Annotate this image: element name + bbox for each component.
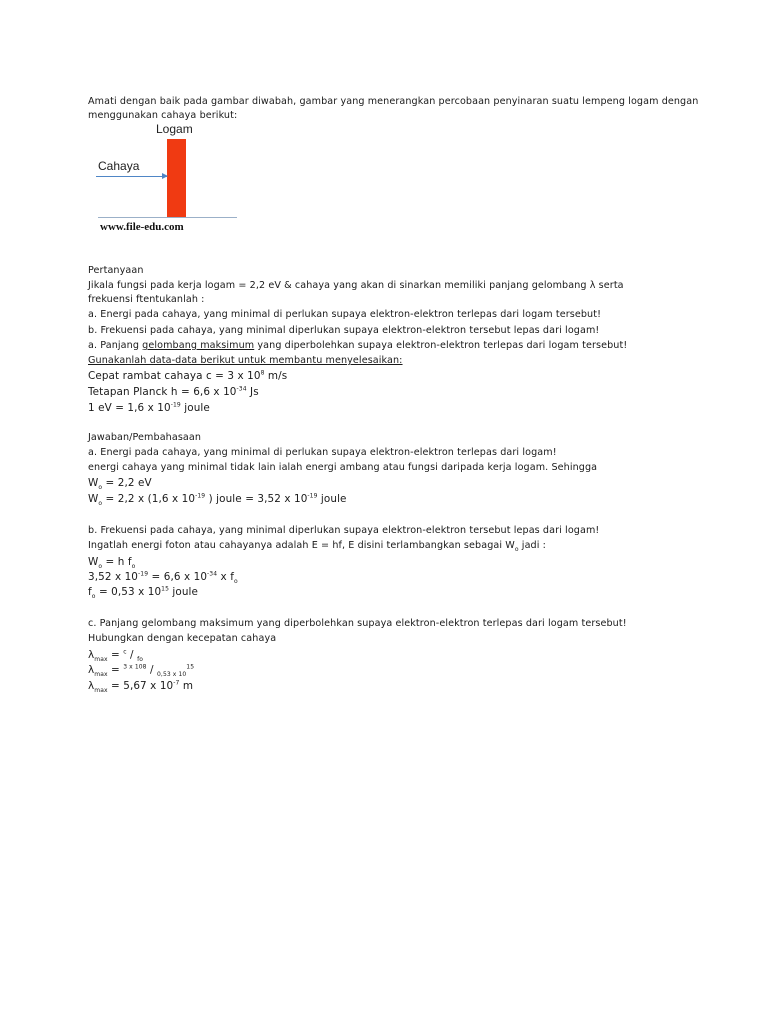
equation-text: x f [217,571,234,583]
data-planck-constant [88,386,259,398]
answer-heading: Jawaban/Pembahasaan [88,432,202,443]
max-subscript: max [94,671,108,679]
answer-c-question: c. Panjang gelombang maksimum yang diperbolehkan supaya elektron-elektron terlepas dari logam tersebut! [88,618,627,629]
frequency-subscript: o [233,578,238,586]
unit-text: joule [317,493,347,505]
watermark-text: www.file-edu.com [100,221,184,233]
question-b: b. Frekuensi pada cahaya, yang minimal diperlukan supaya elektron-elektron tersebut lepas dari logam! [88,325,600,336]
work-value: = 2,2 eV [102,477,152,489]
equation-text: = h f [102,556,132,568]
work-symbol: W [88,556,99,568]
question-a: a. Energi pada cahaya, yang minimal di perlukan supaya elektron-elektron terlepas dari logam tersebut! [88,309,602,320]
exponent: -19 [307,492,318,500]
lambda-symbol: λ [88,664,95,676]
answer-a-line-1: energi cahaya yang minimal tidak lain ialah energi ambang atau fungsi daripada kerja logam. Sehingga [88,462,598,473]
work-subscript: o [98,484,103,492]
cahaya-label: Cahaya [98,159,140,173]
question-c-pre: a. Panjang [88,340,143,351]
equation-text: = [107,649,124,661]
denominator: 0,53 x 10 [157,671,187,679]
numerator: 3 x 108 [123,663,147,671]
question-line-2: frekuensi ftentukanlah : [88,294,205,305]
planck-unit: Js [246,386,259,398]
ev-text: 1 eV = 1,6 x 10 [88,402,171,414]
fraction-slash: / [126,649,138,661]
data-electron-volt [88,402,210,414]
question-c-underlined: gelombang maksimum [142,340,255,351]
speed-unit: m/s [264,370,288,382]
equation-text: = 6,6 x 10 [148,571,208,583]
light-arrow-shaft [96,176,167,177]
work-symbol: W [88,477,99,489]
answer-b-line-4 [88,585,199,601]
ground-line [98,217,237,218]
light-arrow-head-icon [162,173,168,179]
answer-b-line-2 [88,556,136,571]
exponent: 15 [161,585,170,593]
question-c-post: yang diperbolehkan supaya elektron-elektron terlepas dari logam tersebut! [254,340,628,351]
explanation-text: Ingatlah energi foton atau cahayanya adalah E = hf, E disini terlambangkan sebagai W [88,540,515,551]
question-c [88,340,627,352]
denominator-exponent: 15 [186,663,195,671]
answer-c-line-1: Hubungkan dengan kecepatan cahaya [88,633,277,644]
ev-exponent: -19 [170,401,181,409]
unit-text: joule [169,586,199,598]
metal-plate [167,139,186,218]
frequency-symbol: f [88,586,92,598]
equation-text: = [107,664,124,676]
question-heading: Pertanyaan [88,265,144,276]
logam-label: Logam [156,122,193,136]
experiment-figure [88,122,240,234]
answer-a-question: a. Energi pada cahaya, yang minimal di perlukan supaya elektron-elektron terlepas dari logam! [88,447,557,458]
lambda-symbol: λ [88,649,95,661]
explanation-text: jadi : [518,540,546,551]
answer-a-line-2 [88,477,152,492]
conversion-text: = 2,2 x (1,6 x 10 [102,493,196,505]
unit-text: m [179,680,194,692]
max-subscript: max [94,687,108,695]
data-speed-of-light [88,370,287,382]
intro-line-1: Amati dengan baik pada gambar diwabah, gambar yang menerangkan percobaan penyinaran suatu lempeng logam dengan [88,96,699,107]
intro-line-2: menggunakan cahaya berikut: [88,110,238,121]
answer-b-line-3 [88,570,238,586]
exponent: -7 [173,679,180,687]
numerator: c [123,648,127,656]
exponent: -19 [138,570,149,578]
work-symbol: W [88,493,99,505]
work-subscript: o [98,500,103,508]
planck-text: Tetapan Planck h = 6,6 x 10 [88,386,237,398]
lambda-symbol: λ [88,680,95,692]
speed-exponent: 8 [260,369,265,377]
answer-c-line-2 [88,648,144,664]
conversion-text: ) joule = 3,52 x 10 [205,493,308,505]
work-subscript: o [514,545,519,553]
result-text: = 5,67 x 10 [107,680,174,692]
ev-unit: joule [180,402,210,414]
answer-a-line-3 [88,492,347,508]
exponent: -34 [207,570,218,578]
max-subscript: max [94,656,108,664]
equation-text: 3,52 x 10 [88,571,139,583]
denominator: fo [137,656,144,664]
frequency-subscript: o [131,563,136,571]
answer-c-line-3 [88,663,195,679]
answer-b-line-1 [88,540,546,552]
answer-c-line-4 [88,679,194,695]
speed-text: Cepat rambat cahaya c = 3 x 10 [88,370,261,382]
answer-b-question: b. Frekuensi pada cahaya, yang minimal diperlukan supaya elektron-elektron tersebut lepas dari logam! [88,525,600,536]
frequency-subscript: o [91,593,96,601]
question-line-1: Jikala fungsi pada kerja logam = 2,2 eV & cahaya yang akan di sinarkan memiliki panjang gelombang λ serta [88,280,624,291]
result-text: = 0,53 x 10 [95,586,162,598]
fraction-slash: / [146,664,158,676]
work-subscript: o [98,563,103,571]
planck-exponent: -34 [236,385,247,393]
exponent: -19 [195,492,206,500]
data-heading: Gunakanlah data-data berikut untuk membantu menyelesaikan: [88,355,403,366]
